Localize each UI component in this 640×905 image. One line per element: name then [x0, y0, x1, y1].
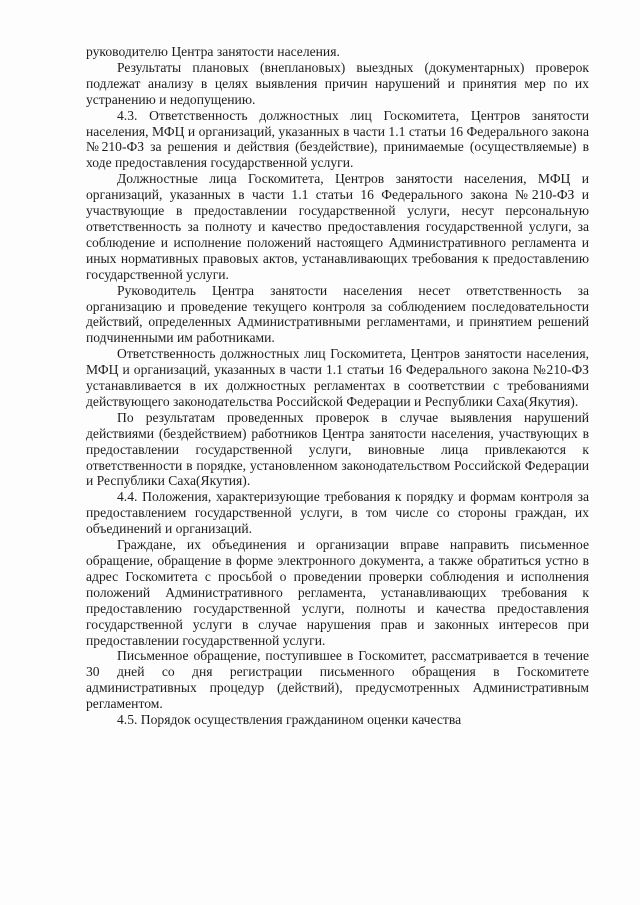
paragraph-written-appeal: Письменное обращение, поступившее в Госкомитет, рассматривается в течение 30 дней со дня регистрации письменного обращения в Госкомитете административных процедур (действий), предусмотренных Административным регламентом. — [86, 648, 589, 712]
paragraph-inspection-results: Результаты плановых (внеплановых) выездных (документарных) проверок подлежат анализу в целях выявления причин нарушений и принятия мер по их устранению и недопущению. — [86, 59, 589, 107]
paragraph-officials-responsibility: Должностные лица Госкомитета, Центров занятости населения, МФЦ и организаций, указанных в части 1.1 статьи 16 Федерального закона №210-ФЗ и участвующие в предоставлении государственной услуги, несут персональную ответственность за полноту и качество предоставления государственной услуги, за соблюдение и исполнение положений настоящего Административного регламента и иных нормативных правовых актов, устанавливающих требования к предоставлению государственной услуги. — [86, 171, 589, 282]
section-4-4-heading: 4.4. Положения, характеризующие требования к порядку и формам контроля за предоставлением государственной услуги, в том числе со стороны граждан, их объединений и организаций. — [86, 489, 589, 537]
paragraph-head-responsibility: Руководитель Центра занятости населения несет ответственность за организацию и проведение текущего контроля за соблюдением последовательности действий, определенных Административными регламентами, и принятием решений подчиненными им работниками. — [86, 282, 589, 346]
section-4-3-heading: 4.3. Ответственность должностных лиц Госкомитета, Центров занятости населения, МФЦ и организаций, указанных в части 1.1 статьи 16 Федерального закона №210-ФЗ за решения и действия (бездействие), принимаемые (осуществляемые) в ходе предоставления государственной услуги. — [86, 107, 589, 171]
paragraph-continuation: руководителю Центра занятости населения. — [86, 44, 340, 59]
paragraph-citizens-appeal: Граждане, их объединения и организации вправе направить письменное обращение, обращение в форме электронного документа, а также обратиться устно в адрес Госкомитета с просьбой о проведении проверки соблюдения и исполнения положений Административного регламента, устанавливающих требования к предоставлению государственной услуги, полноты и качества предоставления государственной услуги в случае нарушения прав и законных интересов при предоставлении государственной услуги. — [86, 537, 589, 648]
section-4-5-heading: 4.5. Порядок осуществления гражданином оценки качества — [117, 712, 462, 728]
paragraph-violations: По результатам проведенных проверок в случае выявления нарушений действиями (бездействием) работников Центра занятости населения, участвующих в предоставлении государственной услуги, виновные лица привлекаются к ответственности в порядке, установленном законодательством Российской Федерации и Республики Саха(Якутия). — [86, 409, 589, 489]
document-body — [86, 44, 589, 728]
paragraph-responsibility-regulations: Ответственность должностных лиц Госкомитета, Центров занятости населения, МФЦ и организаций, указанных в части 1.1 статьи 16 Федерального закона №210-ФЗ устанавливается в их должностных регламентах в соответствии с требованиями действующего законодательства Российской Федерации и Республики Саха(Якутия). — [86, 346, 589, 409]
